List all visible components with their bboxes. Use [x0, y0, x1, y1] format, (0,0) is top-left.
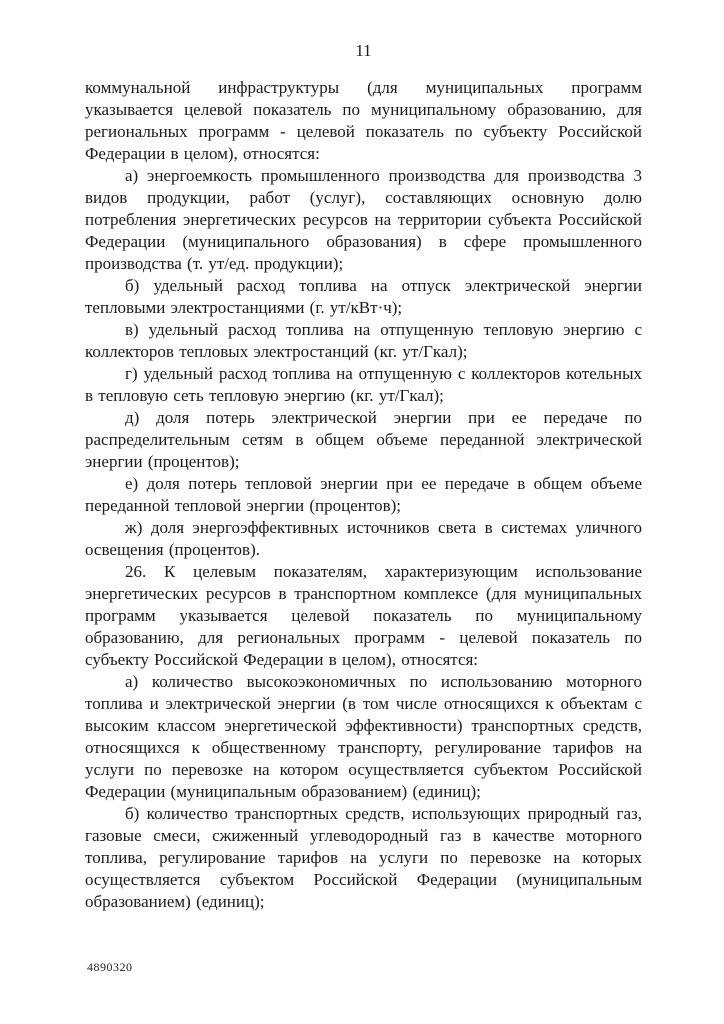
- document-code: 4890320: [87, 960, 133, 974]
- paragraph-item-25-zh: ж) доля энергоэффективных источников света в системах уличного освещения (процентов).: [85, 518, 642, 559]
- page-number: 11: [355, 41, 372, 60]
- paragraph-item-26-b: б) количество транспортных средств, использующих природный газ, газовые смеси, сжиженный углеводородный газ в качестве моторного топлива, регулирование тарифов на услуги по перевозке на которых осуществляется субъектом Российской Федерации (муниципальным образованием) (единиц);: [85, 804, 642, 911]
- paragraph-item-25-a: а) энергоемкость промышленного производства для производства 3 видов продукции, работ (услуг), составляющих основную долю потребления энергетических ресурсов на территории субъекта Российской Федерации (муниципального образования) в сфере промышленного производства (т. ут/ед. продукции);: [85, 166, 642, 273]
- paragraph-continuation: коммунальной инфраструктуры (для муниципальных программ указывается целевой показатель по муниципальному образованию, для региональных программ - целевой показатель по субъекту Российской Федерации в целом), относятся:: [85, 78, 642, 163]
- paragraph-item-26: 26. К целевым показателям, характеризующим использование энергетических ресурсов в транспортном комплексе (для муниципальных программ указывается целевой показатель по муниципальному образованию, для региональных программ - целевой показатель по субъекту Российской Федерации в целом), относятся:: [85, 562, 642, 669]
- paragraph-item-25-e: е) доля потерь тепловой энергии при ее передаче в общем объеме переданной тепловой энергии (процентов);: [85, 474, 642, 515]
- document-body: [85, 77, 642, 913]
- paragraph-item-25-d: д) доля потерь электрической энергии при ее передаче по распределительным сетям в общем объеме переданной электрической энергии (процентов);: [85, 408, 642, 471]
- paragraph-item-26-a: а) количество высокоэкономичных по использованию моторного топлива и электрической энергии (в том числе относящихся к объектам с высоким классом энергетической эффективности) транспортных средств, относящихся к общественному транспорту, регулирование тарифов на услуги по перевозке на котором осуществляется субъектом Российской Федерации (муниципальным образованием) (единиц);: [85, 672, 642, 801]
- paragraph-item-25-g: г) удельный расход топлива на отпущенную с коллекторов котельных в тепловую сеть тепловую энергию (кг. ут/Гкал);: [85, 364, 642, 405]
- paragraph-item-25-b: б) удельный расход топлива на отпуск электрической энергии тепловыми электростанциями (г. ут/кВт·ч);: [85, 276, 642, 317]
- paragraph-item-25-v: в) удельный расход топлива на отпущенную тепловую энергию с коллекторов тепловых электростанций (кг. ут/Гкал);: [85, 320, 642, 361]
